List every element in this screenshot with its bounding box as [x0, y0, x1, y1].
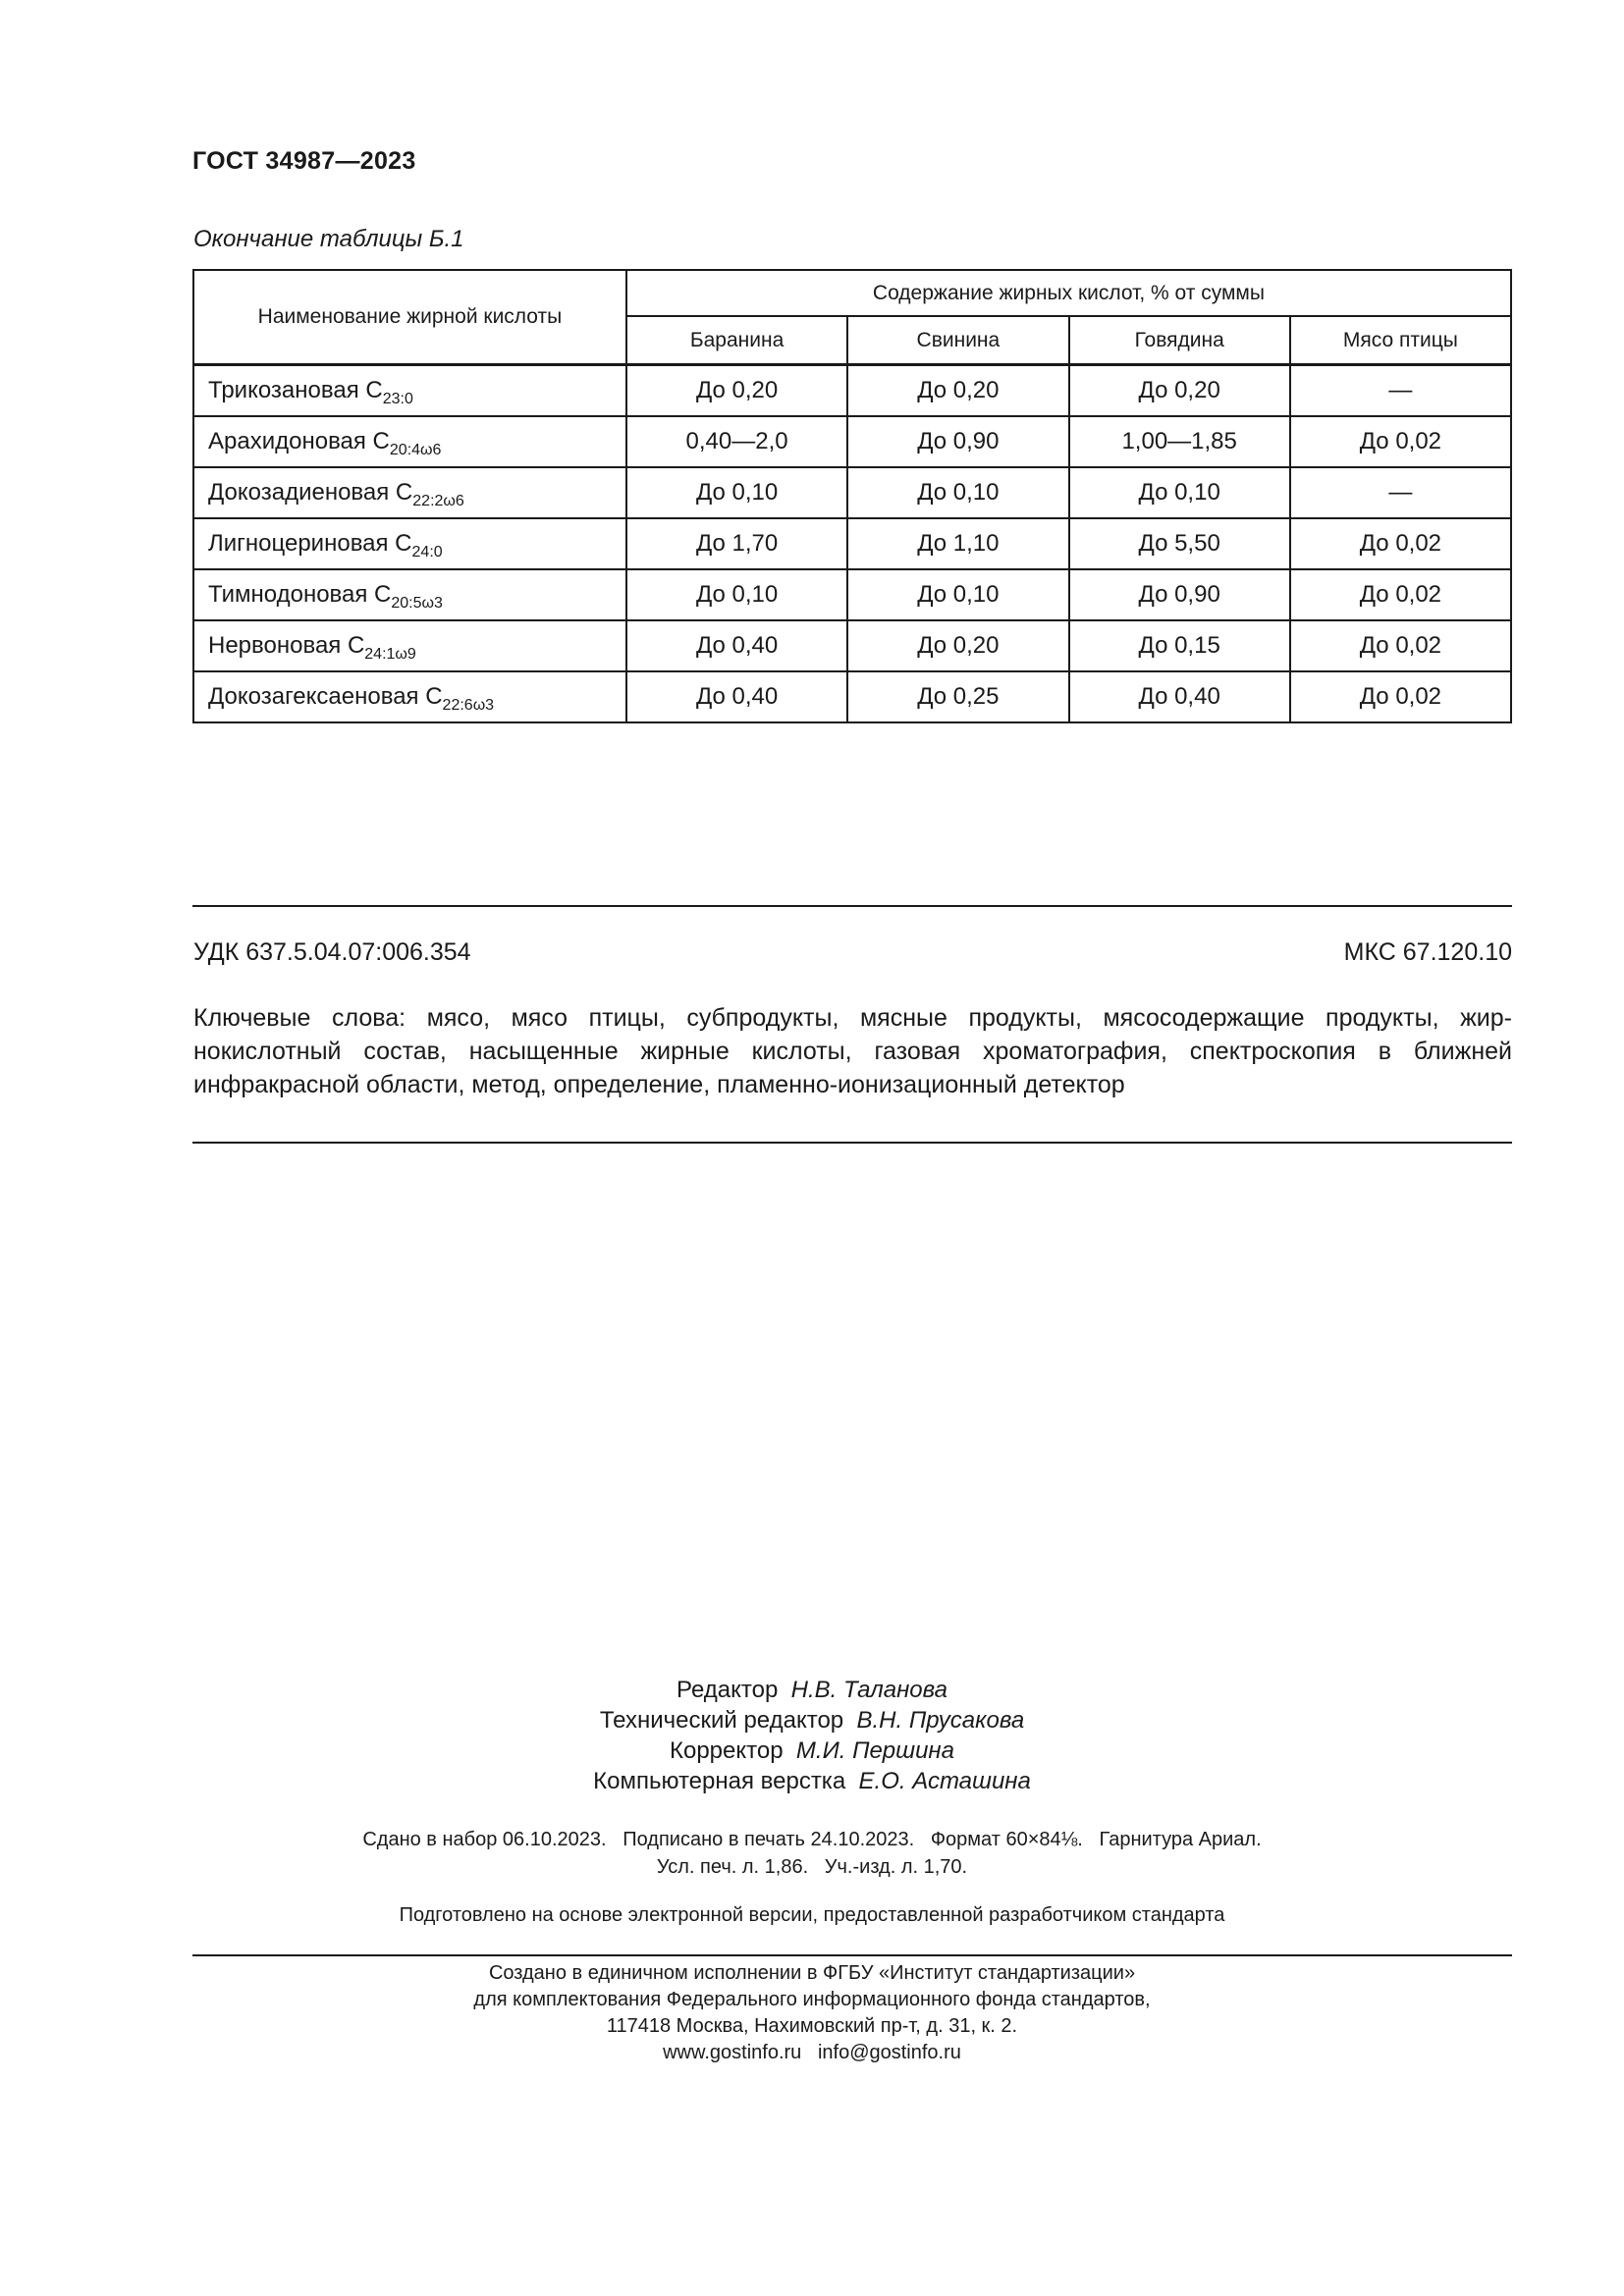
acid-name: Нервоновая $C_{24:1\omega 9}$: [193, 620, 626, 671]
acid-name: Лигноцериновая $C_{24:0}$: [193, 518, 626, 569]
table-caption: Окончание таблицы Б.1: [193, 226, 464, 252]
table-row: [193, 416, 1511, 467]
table-cell: До 5,50: [1069, 518, 1290, 569]
table-cell: До 0,40: [1069, 671, 1290, 722]
document-code: ГОСТ 34987—2023: [192, 147, 416, 175]
mks-code: МКС 67.120.10: [1343, 938, 1512, 966]
table-cell: До 0,40: [626, 671, 847, 722]
column-header-poultry: Мясо птицы: [1290, 316, 1511, 365]
table-cell: До 0,20: [626, 365, 847, 417]
table-cell: До 0,15: [1069, 620, 1290, 671]
table-cell: До 0,25: [847, 671, 1068, 722]
table-row: [193, 671, 1511, 722]
column-header-lamb: Баранина: [626, 316, 847, 365]
acid-name: Докозадиеновая $C_{22:2\omega 6}$: [193, 467, 626, 518]
table-cell: —: [1290, 467, 1511, 518]
column-header-beef: Говядина: [1069, 316, 1290, 365]
table-cell: 0,40—2,0: [626, 416, 847, 467]
column-header-pork: Свинина: [847, 316, 1068, 365]
divider-top: [192, 905, 1512, 907]
credit-editor: Редактор Н.В. Таланова: [677, 1677, 947, 1703]
table-cell: До 1,70: [626, 518, 847, 569]
content-group-header: Содержание жирных кислот, % от суммы: [626, 270, 1511, 316]
table-cell: До 0,02: [1290, 416, 1511, 467]
table-row: [193, 569, 1511, 620]
publisher-line-1: Создано в единичном исполнении в ФГБУ «Институт стандартизации»: [488, 1962, 1136, 1984]
credit-tech-editor: Технический редактор В.Н. Прусакова: [599, 1707, 1025, 1734]
table-cell: До 0,90: [847, 416, 1068, 467]
table-cell: До 0,10: [626, 467, 847, 518]
table-row: [193, 467, 1511, 518]
acid-name: Трикозановая $C_{23:0}$: [193, 365, 626, 417]
keywords-paragraph: Ключевые слова: мясо, мясо птицы, субпродукты, мясные продукты, мясосодержащие продукты, жир-нокислотный состав, насыщенные жирные кислоты, газовая хроматография, спектроскопия в ближней инфракрасной области, метод, определение, пламенно-ионизационный детектор: [193, 1004, 1512, 1098]
table-cell: До 0,20: [847, 365, 1068, 417]
publisher-line-2: для комплектования Федерального информационного фонда стандартов,: [473, 1989, 1151, 2010]
table-cell: До 1,10: [847, 518, 1068, 569]
table-cell: До 0,10: [1069, 467, 1290, 518]
imprint-line-1: Сдано в набор 06.10.2023. Подписано в печать 24.10.2023. Формат 60×84⅛. Гарнитура Ариал.: [362, 1829, 1262, 1850]
table-cell: До 0,02: [1290, 671, 1511, 722]
table-cell: —: [1290, 365, 1511, 417]
table-cell: До 0,20: [1069, 365, 1290, 417]
table-cell: До 0,40: [626, 620, 847, 671]
table-cell: До 0,10: [847, 569, 1068, 620]
name-column-header: Наименование жирной кислоты: [193, 270, 626, 365]
publisher-block: [0, 1960, 1624, 2066]
credits-block: [0, 1675, 1624, 1796]
table-cell: До 0,10: [626, 569, 847, 620]
acid-name: Арахидоновая $C_{20:4\omega 6}$: [193, 416, 626, 467]
acid-name: Докозагексаеновая $C_{22:6\omega 3}$: [193, 671, 626, 722]
table-cell: До 0,10: [847, 467, 1068, 518]
credit-corrector: Корректор М.И. Першина: [670, 1737, 954, 1764]
publisher-line-3: 117418 Москва, Нахимовский пр-т, д. 31, к. 2.: [606, 2015, 1018, 2037]
publisher-contacts: www.gostinfo.ru info@gostinfo.ru: [663, 2042, 961, 2063]
table-row: [193, 518, 1511, 569]
divider-footer: [192, 1954, 1512, 1956]
table-cell: До 0,02: [1290, 569, 1511, 620]
fatty-acid-table: [192, 269, 1512, 723]
imprint-block: [0, 1826, 1624, 1881]
table-cell: 1,00—1,85: [1069, 416, 1290, 467]
table-cell: До 0,20: [847, 620, 1068, 671]
divider-bottom: [192, 1142, 1512, 1144]
table-row: [193, 620, 1511, 671]
table-cell: До 0,02: [1290, 518, 1511, 569]
imprint-line-2: Усл. печ. л. 1,86. Уч.-изд. л. 1,70.: [656, 1856, 968, 1878]
acid-name: Тимнодоновая $C_{20:5\omega 3}$: [193, 569, 626, 620]
prepared-note: Подготовлено на основе электронной версии, предоставленной разработчиком стандарта: [399, 1904, 1225, 1926]
udk-code: УДК 637.5.04.07:006.354: [193, 938, 471, 966]
table-cell: До 0,90: [1069, 569, 1290, 620]
table-cell: До 0,02: [1290, 620, 1511, 671]
table-row: [193, 365, 1511, 417]
credit-layout: Компьютерная верстка Е.О. Асташина: [593, 1768, 1031, 1794]
